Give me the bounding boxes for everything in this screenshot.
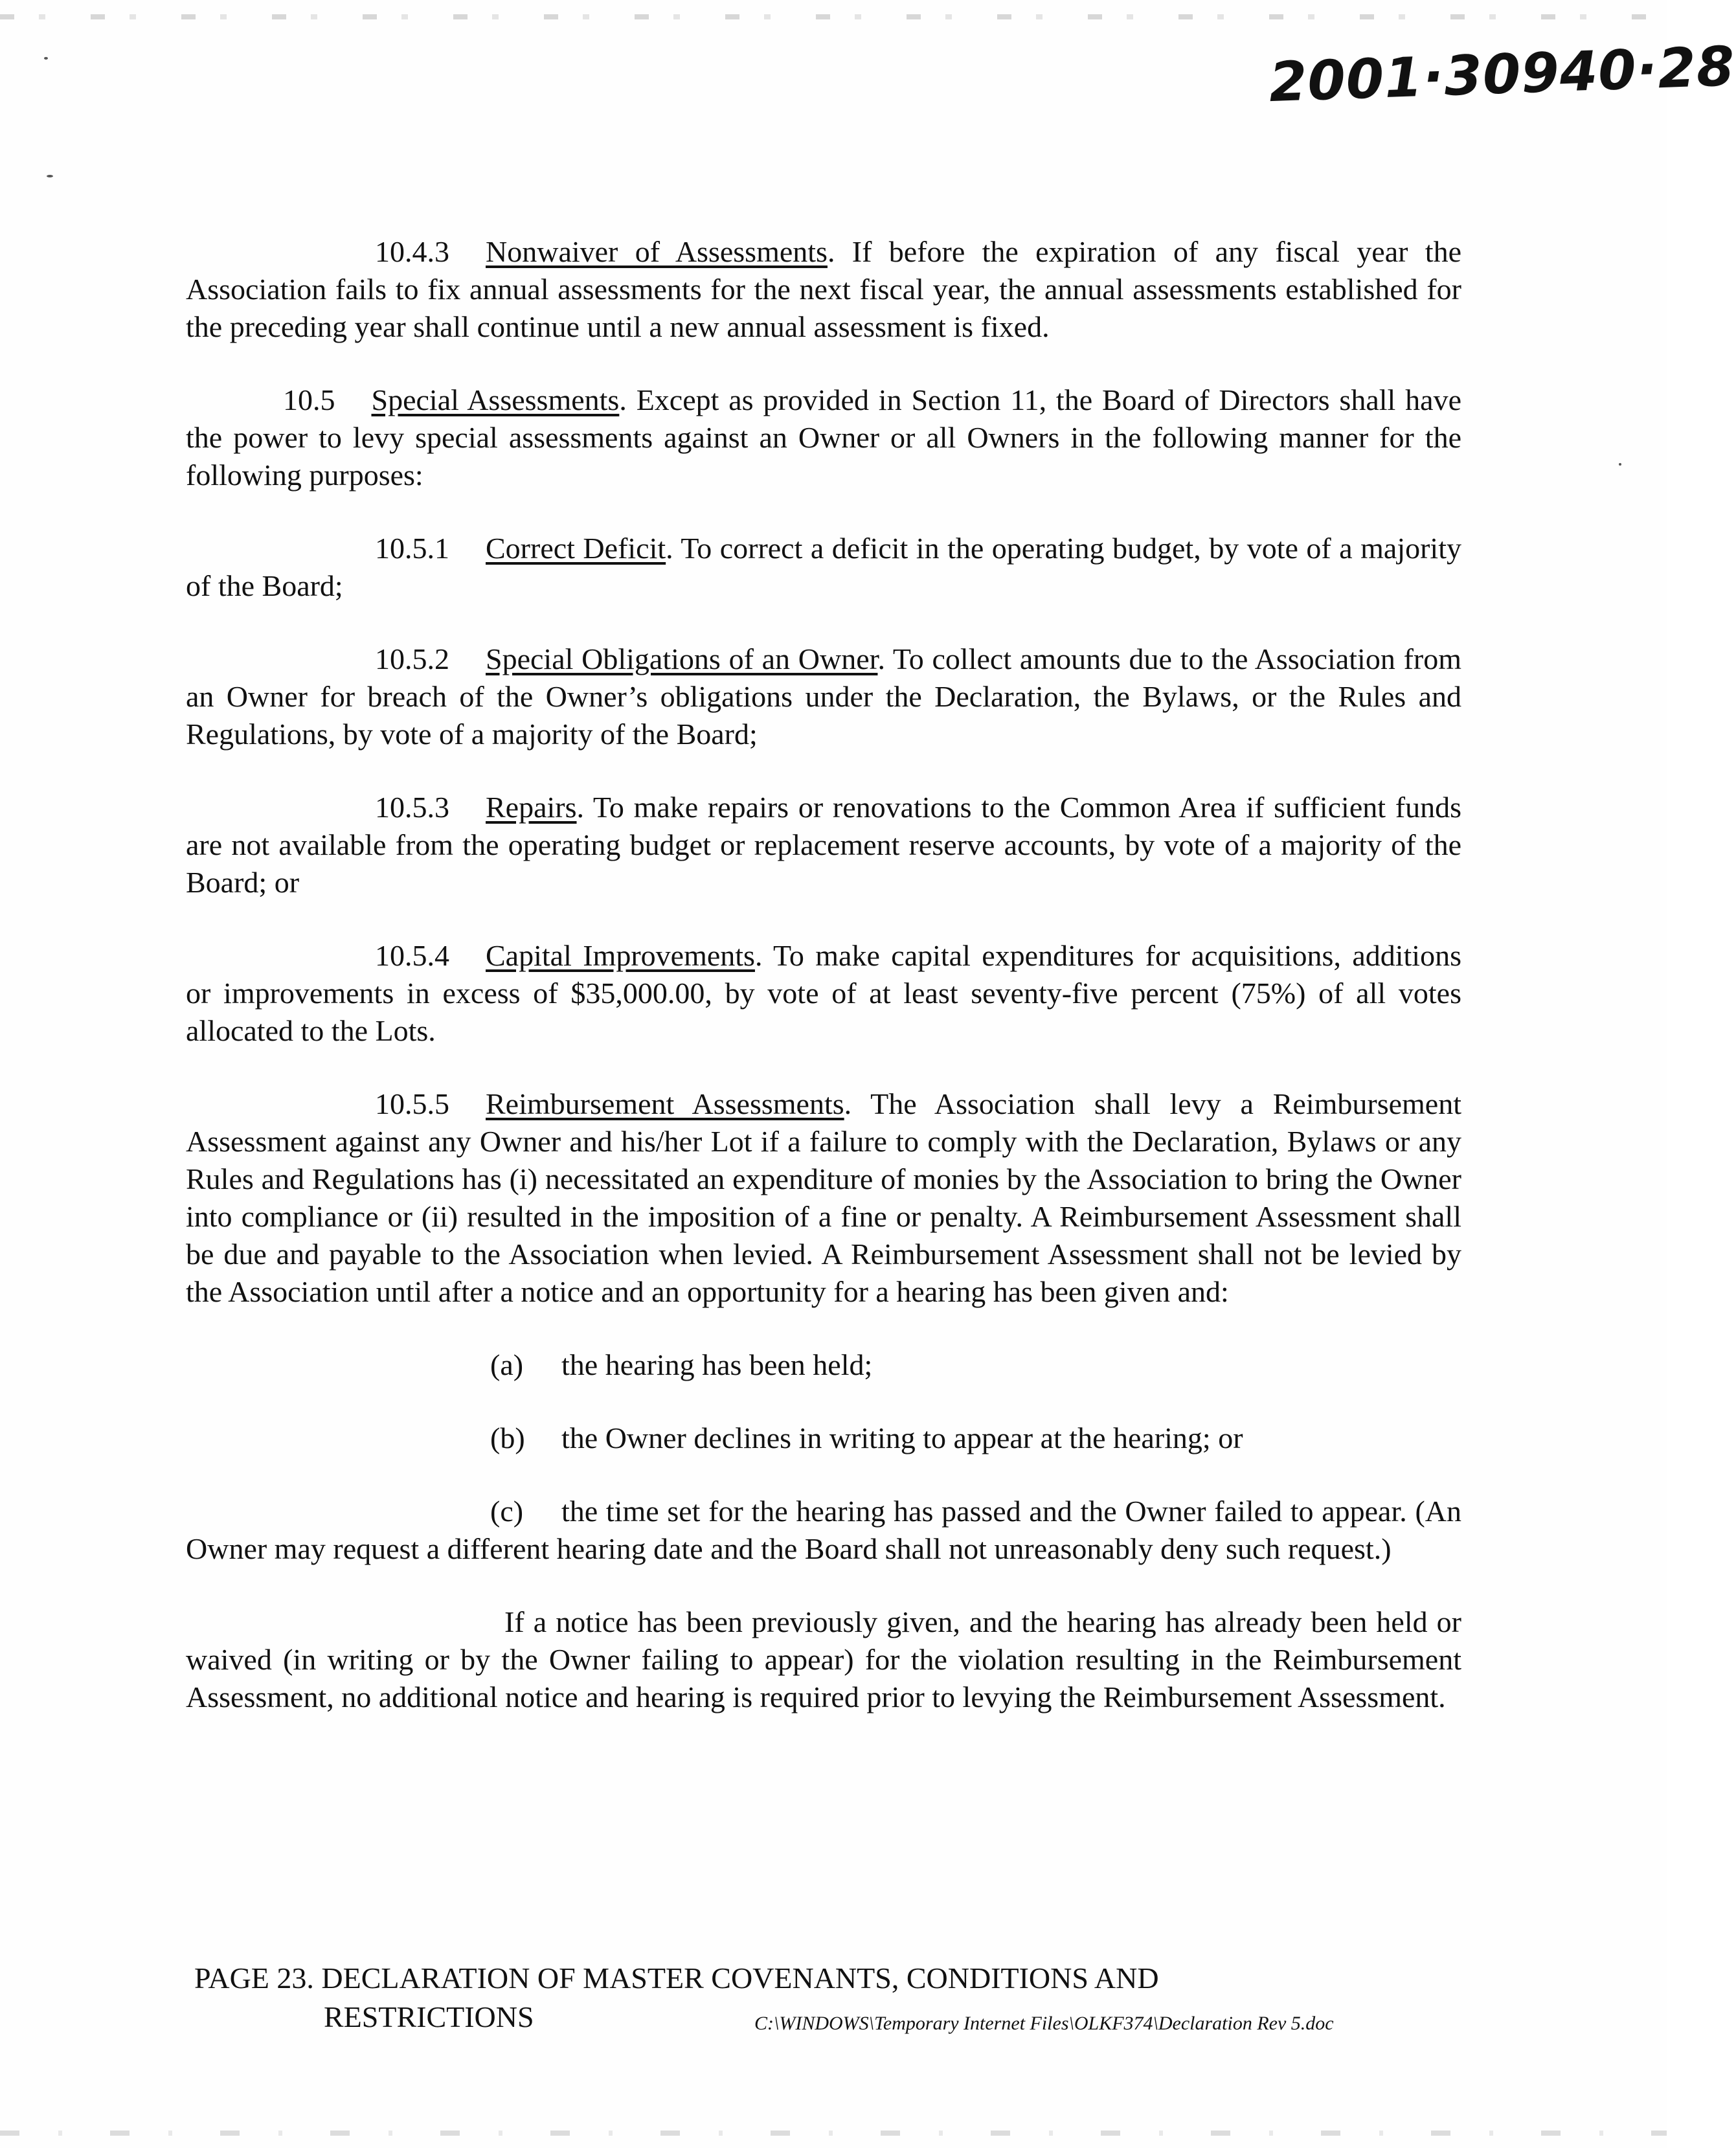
final-paragraph: [186, 1603, 1461, 1716]
scan-speck: [44, 57, 48, 60]
list-item-text: the Owner declines in writing to appear at the hearing; or: [561, 1421, 1243, 1454]
list-item-label: (b): [490, 1421, 525, 1454]
list-item-label: (c): [490, 1495, 524, 1528]
scan-speck: [1619, 463, 1621, 466]
scan-edge-top: [0, 14, 1667, 19]
section-heading: Capital Improvements: [486, 939, 755, 972]
footer-title-line2-row: [194, 1998, 1489, 2037]
scan-edge-bottom: [0, 2131, 1667, 2136]
section-heading: Special Obligations of an Owner: [486, 642, 878, 675]
list-item-text: the hearing has been held;: [561, 1348, 873, 1381]
list-item-label: (a): [490, 1348, 524, 1381]
section-text: . If before the expiration of any fiscal year the Association fails to fix annual assessments for the next fiscal year, the annual assessments established for the preceding year shall continue until a new annual assessment is fixed.: [186, 235, 1461, 343]
handwritten-recording-number: 2001·30940·28: [1268, 34, 1736, 115]
footer-title-line1: PAGE 23. DECLARATION OF MASTER COVENANTS, CONDITIONS AND: [194, 1961, 1159, 1995]
footer-file-path: C:\WINDOWS\Temporary Internet Files\OLKF374\Declaration Rev 5.doc: [754, 2013, 1334, 2034]
section-number: 10.5.1: [375, 532, 449, 565]
section-text: . To collect amounts due to the Association from an Owner for breach of the Owner’s obligations under the Declaration, the Bylaws, or the Rules and Regulations, by vote of a majority of the Board;: [186, 642, 1461, 751]
section-heading: Repairs: [486, 791, 577, 824]
section-number: 10.5: [283, 383, 335, 416]
section-10-5-5: [186, 1085, 1461, 1311]
section-text: . To make repairs or renovations to the Common Area if sufficient funds are not available from the operating budget or replacement reserve accounts, by vote of a majority of the Board; or: [186, 791, 1461, 899]
scan-speck: [47, 175, 53, 177]
section-heading: Reimbursement Assessments: [486, 1087, 844, 1120]
section-number: 10.5.5: [375, 1087, 449, 1120]
section-heading: Correct Deficit: [486, 532, 666, 565]
list-item-text: the time set for the hearing has passed and the Owner failed to appear. (An Owner may request a different hearing date and the Board shall not unreasonably deny such request.): [186, 1495, 1461, 1565]
section-number: 10.4.3: [375, 235, 449, 268]
section-number: 10.5.3: [375, 791, 449, 824]
section-heading: Nonwaiver of Assessments: [486, 235, 828, 268]
footer-title-line2: RESTRICTIONS: [324, 2000, 534, 2033]
final-paragraph-text: If a notice has been previously given, and the hearing has already been held or waived (in writing or by the Owner failing to appear) for the violation resulting in the Reimbursement Assessment, no additional notice and hearing is required prior to levying the Reimbursement Assessment.: [186, 1605, 1461, 1713]
list-item-a: [186, 1346, 1461, 1384]
section-text: . The Association shall levy a Reimbursement Assessment against any Owner and his/her Lot if a failure to comply with the Declaration, Bylaws or any Rules and Regulations has (i) necessitated an expenditure of monies by the Association to bring the Owner into compliance or (ii) resulted in the imposition of a fine or penalty. A Reimbursement Assessment shall be due and payable to the Association when levied. A Reimbursement Assessment shall not be levied by the Association until after a notice and an opportunity for a hearing has been given and:: [186, 1087, 1461, 1308]
section-10-5: [186, 381, 1461, 494]
section-10-5-2: [186, 640, 1461, 753]
section-text: . Except as provided in Section 11, the Board of Directors shall have the power to levy special assessments against an Owner or all Owners in the following manner for the following purposes:: [186, 383, 1461, 492]
section-text: . To make capital expenditures for acquisitions, additions or improvements in excess of $35,000.00, by vote of at least seventy-five percent (75%) of all votes allocated to the Lots.: [186, 939, 1461, 1047]
document-body: [186, 233, 1461, 1716]
section-heading: Special Assessments: [371, 383, 620, 416]
section-text: . To correct a deficit in the operating budget, by vote of a majority of the Board;: [186, 532, 1461, 602]
list-item-b: [186, 1419, 1461, 1457]
section-10-5-4: [186, 937, 1461, 1050]
section-10-5-3: [186, 789, 1461, 901]
section-number: 10.5.2: [375, 642, 449, 675]
section-10-5-1: [186, 530, 1461, 605]
section-number: 10.5.4: [375, 939, 449, 972]
section-10-4-3: [186, 233, 1461, 346]
page-footer: [194, 1959, 1489, 2037]
list-item-c: [186, 1493, 1461, 1568]
